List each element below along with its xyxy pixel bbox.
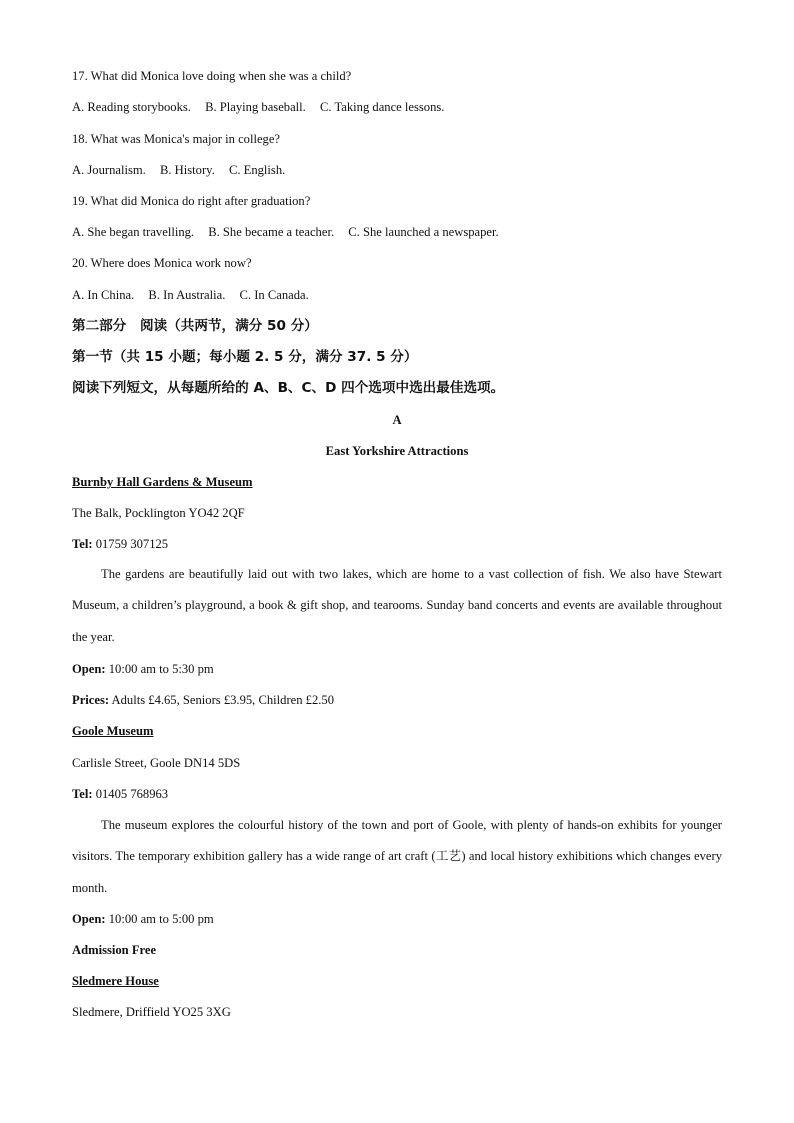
question-19-option-b: B. She became a teacher. [208, 225, 335, 239]
open-hours: 10:00 am to 5:00 pm [108, 912, 214, 926]
prices-value: Adults £4.65, Seniors £3.95, Children £2.50 [111, 693, 335, 707]
question-18-option-b: B. History. [159, 163, 215, 177]
subsection-title: 第一节（共 15 小题；每小题 2. 5 分，满分 37. 5 分） [72, 349, 418, 365]
attraction-2-open [72, 910, 722, 928]
question-18-option-a: A. Journalism. [72, 163, 146, 177]
attraction-2-tel [72, 785, 722, 803]
question-17-options [72, 98, 722, 116]
question-17-option-b: B. Playing baseball. [205, 100, 306, 114]
question-20-options [72, 286, 722, 304]
question-20-option-b: B. In Australia. [148, 288, 226, 302]
tel-value: 01405 768963 [95, 787, 169, 801]
question-19-option-c: C. She launched a newspaper. [348, 225, 499, 239]
tel-value: 01759 307125 [95, 537, 169, 551]
open-hours: 10:00 am to 5:30 pm [108, 662, 214, 676]
passage-letter: A [392, 413, 402, 427]
attraction-2-description: The museum explores the colourful history of the town and port of Goole, with plenty of hands-on exhibits for younger visitors. The temporary exhibition gallery has a wide range of art craft (工艺) and local history exhibitions which changes every month. [72, 818, 722, 895]
tel-label: Tel: [72, 537, 93, 551]
attraction-1-address: The Balk, Pocklington YO42 2QF [72, 506, 245, 520]
open-label: Open: [72, 662, 106, 676]
attraction-1-description: The gardens are beautifully laid out with two lakes, which are home to a vast collection of fish. We also have Stewart Museum, a children’s playground, a book & gift shop, and tearooms. Sunday band concerts and events are available throughout the year. [72, 567, 722, 644]
question-17-option-a: A. Reading storybooks. [72, 100, 191, 114]
passage-title: East Yorkshire Attractions [325, 444, 469, 458]
attraction-2-name: Goole Museum [72, 724, 154, 738]
attraction-1-tel [72, 535, 722, 553]
question-18-option-c: C. English. [228, 163, 286, 177]
tel-label: Tel: [72, 787, 93, 801]
attraction-1-prices [72, 691, 722, 709]
question-19-options [72, 223, 722, 241]
prices-label: Prices: [72, 693, 110, 707]
attraction-3-address: Sledmere, Driffield YO25 3XG [72, 1005, 231, 1019]
question-18-options [72, 161, 722, 179]
attraction-1-open [72, 660, 722, 678]
attraction-2-admission: Admission Free [72, 943, 157, 957]
question-19-option-a: A. She began travelling. [72, 225, 195, 239]
attraction-2-address: Carlisle Street, Goole DN14 5DS [72, 756, 241, 770]
question-17-stem: 17. What did Monica love doing when she was a child? [72, 69, 352, 83]
reading-instruction: 阅读下列短文，从每题所给的 A、B、C、D 四个选项中选出最佳选项。 [72, 380, 505, 396]
question-20-option-a: A. In China. [72, 288, 135, 302]
attraction-1-name: Burnby Hall Gardens & Museum [72, 475, 253, 489]
question-20-stem: 20. Where does Monica work now? [72, 256, 252, 270]
question-20-option-c: C. In Canada. [239, 288, 309, 302]
attraction-3-name: Sledmere House [72, 974, 159, 988]
part-title: 第二部分 阅读（共两节，满分 50 分） [72, 318, 318, 334]
question-17-option-c: C. Taking dance lessons. [320, 100, 445, 114]
question-19-stem: 19. What did Monica do right after graduation? [72, 194, 311, 208]
open-label: Open: [72, 912, 106, 926]
question-18-stem: 18. What was Monica's major in college? [72, 132, 281, 146]
